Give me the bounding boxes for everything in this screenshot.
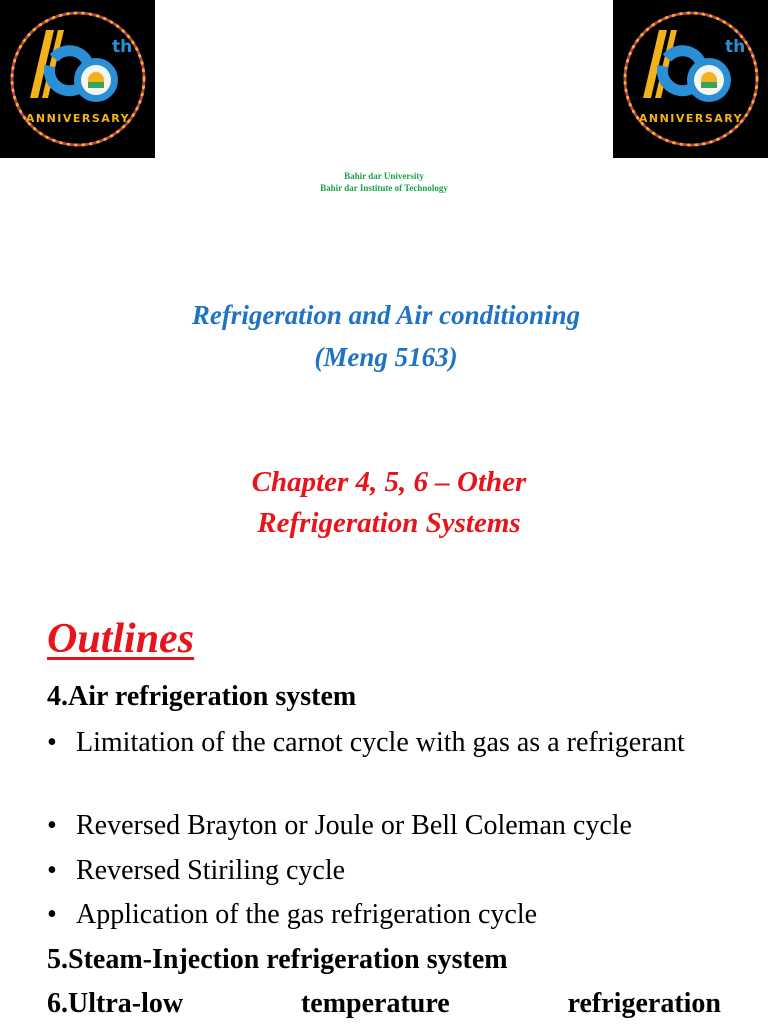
course-title-block bbox=[0, 294, 768, 378]
list-item bbox=[47, 896, 721, 934]
anniversary-label: ANNIVERSARY bbox=[25, 112, 131, 125]
anniversary-ordinal: th bbox=[725, 37, 746, 57]
anniversary-logo-right bbox=[613, 0, 768, 158]
anniversary-label: ANNIVERSARY bbox=[638, 112, 744, 125]
section-heading-word: 6.Ultra-low bbox=[47, 988, 184, 1019]
list-item-text: Application of the gas refrigeration cycle bbox=[76, 899, 538, 930]
chapter-title-line1: Chapter 4, 5, 6 – Other bbox=[251, 466, 527, 498]
outlines-heading: Outlines bbox=[47, 616, 195, 662]
list-item bbox=[47, 852, 721, 890]
anniversary-logo-left bbox=[0, 0, 155, 158]
chapter-title-block bbox=[0, 462, 768, 544]
bullet-icon: • bbox=[47, 855, 57, 886]
section-heading-air-refrigeration: 4.Air refrigeration system bbox=[47, 681, 357, 712]
list-item-text: Reversed Brayton or Joule or Bell Coleman cycle bbox=[76, 810, 632, 841]
bullet-icon: • bbox=[47, 899, 57, 930]
bullet-icon: • bbox=[47, 727, 57, 758]
list-item-text: Reversed Stiriling cycle bbox=[76, 855, 346, 886]
course-title: Refrigeration and Air conditioning bbox=[191, 300, 581, 330]
list-item-text: Limitation of the carnot cycle with gas as a refrigerant bbox=[76, 727, 685, 758]
section-heading-word: refrigeration bbox=[567, 988, 721, 1019]
section-heading-word: temperature bbox=[300, 988, 450, 1019]
anniversary-emblem-icon bbox=[613, 0, 768, 158]
university-name: Bahir dar University bbox=[344, 171, 424, 181]
list-item bbox=[47, 724, 721, 762]
section-heading-steam-injection: 5.Steam-Injection refrigeration system bbox=[47, 944, 508, 975]
list-item bbox=[47, 807, 721, 845]
university-header bbox=[0, 170, 768, 194]
anniversary-emblem-icon bbox=[0, 0, 155, 158]
chapter-title-line2: Refrigeration Systems bbox=[257, 507, 521, 539]
bullet-icon: • bbox=[47, 810, 57, 841]
anniversary-ordinal: th bbox=[112, 37, 133, 57]
institute-name: Bahir dar Institute of Technology bbox=[320, 183, 448, 193]
course-code: (Meng 5163) bbox=[314, 342, 458, 372]
section-heading-ultra-low bbox=[47, 986, 721, 1022]
